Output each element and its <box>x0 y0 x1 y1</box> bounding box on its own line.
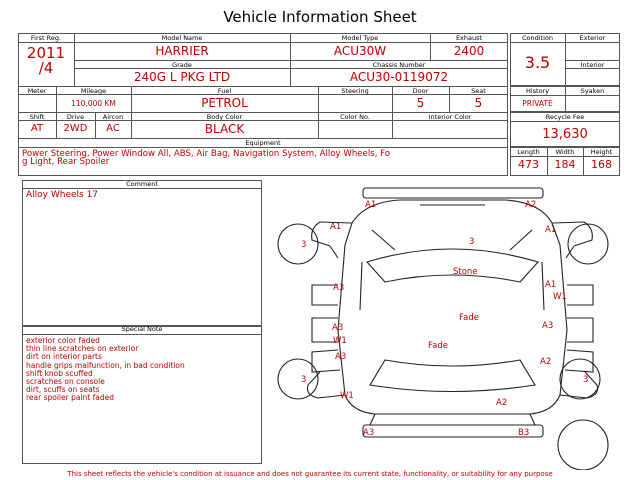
damage-mark: Fade <box>428 341 448 351</box>
width-label: Width <box>555 148 575 156</box>
condition-score: 3.5 <box>524 53 551 72</box>
height-value: 168 <box>591 158 612 171</box>
damage-mark: A2 <box>496 398 508 408</box>
grade-label: Grade <box>172 61 192 69</box>
disclaimer: This sheet reflects the vehicle's condition at issuance and does not guarantee its current state, functionality, or suitability for any purpose <box>67 470 553 478</box>
damage-mark: A1 <box>545 225 557 235</box>
model-type-value: ACU30W <box>333 44 387 58</box>
steering-label: Steering <box>341 87 369 95</box>
damage-mark: A3 <box>335 352 347 362</box>
fuel-label: Fuel <box>217 87 232 95</box>
interior-color-label: Interior Color <box>428 113 472 121</box>
door-label: Door <box>412 87 429 95</box>
special-note-item: rear spoiler paint faded <box>26 393 114 403</box>
interior-label: Interior <box>580 61 605 69</box>
car-diagram <box>265 180 635 470</box>
chassis-value: ACU30-0119072 <box>349 70 449 84</box>
color-no-label: Color No. <box>340 113 370 121</box>
damage-mark: A1 <box>365 200 377 210</box>
meter-label: Meter <box>27 87 47 95</box>
damage-mark: A2 <box>540 357 552 367</box>
damage-mark: A3 <box>333 283 345 293</box>
model-name-label: Model Name <box>161 34 203 42</box>
exhaust-value: 2400 <box>453 44 485 58</box>
fuel-value: PETROL <box>201 96 248 110</box>
aircon-value: AC <box>106 123 120 134</box>
special-note-list <box>26 337 185 403</box>
model-type-label: Model Type <box>341 34 379 42</box>
damage-mark: 3 <box>301 240 307 250</box>
sheet-title: Vehicle Information Sheet <box>223 8 417 26</box>
equipment-line2: g Light, Rear Spoiler <box>22 157 110 167</box>
drive-value: 2WD <box>63 123 88 134</box>
special-note-item: thin line scratches on exterior <box>26 344 139 354</box>
damage-mark: A2 <box>525 200 537 210</box>
damage-mark: A3 <box>363 428 375 438</box>
damage-mark: Stone <box>453 267 478 277</box>
history-label: History <box>525 87 550 95</box>
chassis-label: Chassis Number <box>372 61 426 69</box>
exhaust-label: Exhaust <box>455 34 483 42</box>
special-note-item: exterior color faded <box>26 336 100 345</box>
seat-value: 5 <box>474 96 483 110</box>
mileage-label: Mileage <box>80 87 107 95</box>
shift-label: Shift <box>29 113 45 121</box>
seat-label: Seat <box>471 87 486 95</box>
length-label: Length <box>517 148 540 156</box>
comment-label: Comment <box>126 180 158 188</box>
equipment-label: Equipment <box>245 139 281 147</box>
damage-mark: W1 <box>340 391 354 401</box>
equipment-line1: Power Steering, Power Window All, ABS, Air Bag, Navigation System, Alloy Wheels, Fo <box>22 149 391 159</box>
damage-mark: W1 <box>553 292 567 302</box>
recycle-value: 13,630 <box>542 127 588 142</box>
recycle-label: Recycle Fee <box>545 113 585 121</box>
model-name-value: HARRIER <box>155 44 209 58</box>
shift-value: AT <box>30 123 44 134</box>
damage-mark: 3 <box>469 237 475 247</box>
comment-text: Alloy Wheels 17 <box>26 190 99 200</box>
special-note-item: handle grips malfunction, in bad condition <box>26 360 185 370</box>
special-note-item: dirt, scuffs on seats <box>26 385 100 395</box>
condition-label: Condition <box>521 34 554 42</box>
damage-mark: A3 <box>542 321 554 331</box>
damage-mark: B3 <box>518 428 530 438</box>
special-note-item: scratches on console <box>26 377 105 387</box>
comment-box <box>22 180 262 326</box>
drive-label: Drive <box>66 113 85 121</box>
aircon-label: Aircon <box>102 113 124 121</box>
history-value: PRIVATE <box>522 99 553 108</box>
damage-mark: Fade <box>459 313 479 323</box>
door-value: 5 <box>416 96 425 110</box>
height-label: Height <box>590 148 613 156</box>
special-note-label: Special Note <box>121 325 163 333</box>
width-value: 184 <box>554 158 576 171</box>
body-color-value: BLACK <box>204 122 245 136</box>
damage-mark: 3 <box>301 375 307 385</box>
damage-mark: A1 <box>545 280 557 290</box>
exterior-label: Exterior <box>579 34 606 42</box>
damage-mark: A1 <box>330 222 342 232</box>
special-note-item: dirt on interior parts <box>26 352 102 362</box>
syaken-label: Syaken <box>580 87 605 95</box>
special-note-item: shift knob scuffed <box>26 368 93 378</box>
damage-mark: W1 <box>333 336 347 346</box>
mileage-value: 110,000 KM <box>71 99 116 108</box>
damage-mark: 3 <box>583 375 589 385</box>
length-value: 473 <box>518 158 539 171</box>
damage-mark: A3 <box>332 323 344 333</box>
grade-value: 240G L PKG LTD <box>133 70 231 84</box>
first-reg-value: 2011 /4 <box>26 44 66 77</box>
first-reg-label: First Reg. <box>30 34 62 42</box>
body-color-label: Body Color <box>206 113 243 121</box>
